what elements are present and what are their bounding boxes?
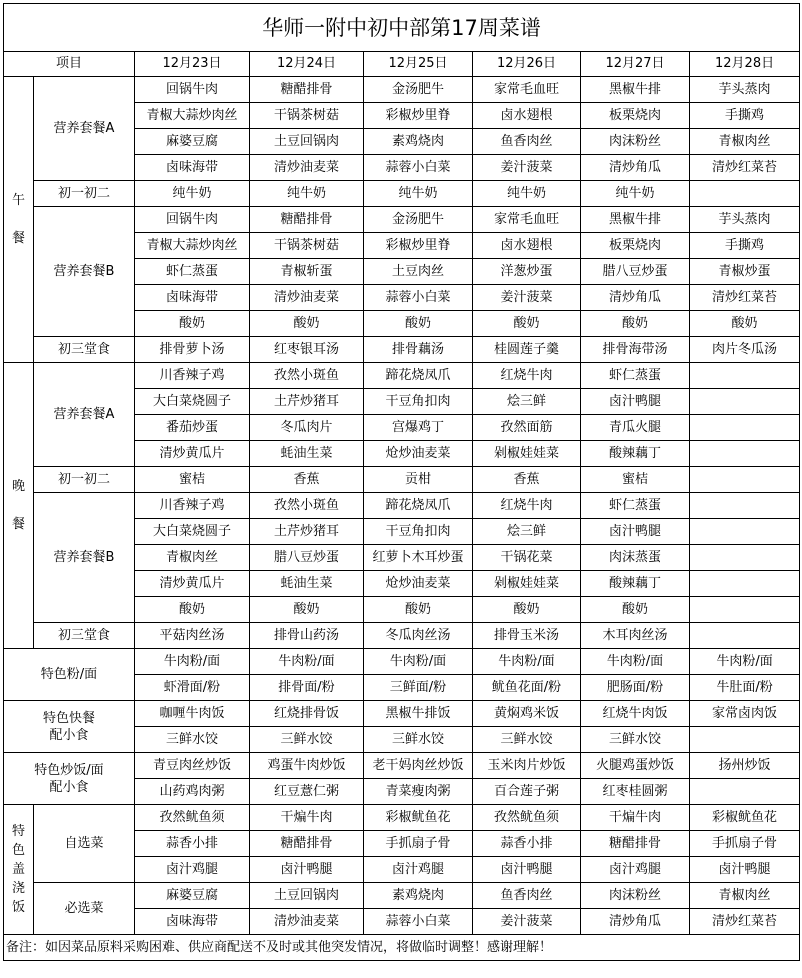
dish-cell	[690, 571, 800, 597]
dish-cell: 三鲜水饺	[250, 727, 364, 753]
dish-cell	[690, 181, 800, 207]
group-label: 自选菜	[34, 805, 135, 883]
dish-cell: 糖醋排骨	[250, 77, 364, 103]
menu-row	[4, 805, 800, 831]
dish-cell: 卤汁鸡腿	[135, 857, 250, 883]
dish-cell: 百合莲子粥	[473, 779, 581, 805]
dish-cell: 排骨萝卜汤	[135, 337, 250, 363]
menu-row	[4, 493, 800, 519]
group-label: 营养套餐B	[34, 493, 135, 623]
dish-cell: 蜜桔	[581, 467, 690, 493]
group-label: 必选菜	[34, 883, 135, 935]
header-row	[4, 52, 800, 77]
dish-cell: 彩椒炒里脊	[364, 233, 473, 259]
dish-cell: 三鲜水饺	[473, 727, 581, 753]
dish-cell: 板栗烧肉	[581, 103, 690, 129]
dish-cell: 扬州炒饭	[690, 753, 800, 779]
section-label: 特 色 盖 浇 饭	[4, 805, 34, 935]
dish-cell: 红枣银耳汤	[250, 337, 364, 363]
dish-cell: 肉沫蒸蛋	[581, 545, 690, 571]
menu-body	[4, 4, 800, 961]
dish-cell: 香蕉	[250, 467, 364, 493]
dish-cell: 肉沫粉丝	[581, 883, 690, 909]
dish-cell: 姜汁菠菜	[473, 285, 581, 311]
dish-cell: 孜然面筋	[473, 415, 581, 441]
dish-cell: 鱿鱼花面/粉	[473, 675, 581, 701]
group-label: 营养套餐A	[34, 363, 135, 467]
dish-cell	[690, 415, 800, 441]
dish-cell: 川香辣子鸡	[135, 493, 250, 519]
dish-cell: 干豆角扣肉	[364, 519, 473, 545]
dish-cell: 家常卤肉饭	[690, 701, 800, 727]
dish-cell: 咖喱牛肉饭	[135, 701, 250, 727]
dish-cell: 纯牛奶	[581, 181, 690, 207]
dish-cell: 土芹炒猪耳	[250, 389, 364, 415]
dish-cell: 酸奶	[364, 597, 473, 623]
dish-cell: 芋头蒸肉	[690, 77, 800, 103]
dish-cell: 烩三鲜	[473, 389, 581, 415]
dish-cell: 红枣桂圆粥	[581, 779, 690, 805]
dish-cell: 卤味海带	[135, 285, 250, 311]
dish-cell: 酸奶	[250, 311, 364, 337]
dish-cell: 火腿鸡蛋炒饭	[581, 753, 690, 779]
note-text: 备注：如因菜品原料采购困难、供应商配送不及时或其他突发情况，将做临时调整！感谢理解！	[4, 935, 800, 961]
dish-cell: 肥肠面/粉	[581, 675, 690, 701]
dish-cell: 清炒角瓜	[581, 285, 690, 311]
menu-row	[4, 701, 800, 727]
dish-cell	[690, 727, 800, 753]
menu-row	[4, 623, 800, 649]
dish-cell: 干煸牛肉	[581, 805, 690, 831]
menu-row	[4, 467, 800, 493]
dish-cell: 纯牛奶	[364, 181, 473, 207]
dish-cell: 手撕鸡	[690, 103, 800, 129]
dish-cell: 孜然鱿鱼须	[135, 805, 250, 831]
dish-cell: 酸辣藕丁	[581, 571, 690, 597]
dish-cell: 红烧牛肉	[473, 363, 581, 389]
dish-cell: 清炒油麦菜	[250, 909, 364, 935]
group-label: 初一初二	[34, 181, 135, 207]
dish-cell: 清炒红菜苔	[690, 155, 800, 181]
dish-cell: 卤水翅根	[473, 103, 581, 129]
menu-row	[4, 363, 800, 389]
title-row	[4, 4, 800, 52]
dish-cell: 牛肚面/粉	[690, 675, 800, 701]
dish-cell: 炝炒油麦菜	[364, 441, 473, 467]
section-label: 特色炒饭/面 配小食	[4, 753, 135, 805]
group-label: 初三堂食	[34, 623, 135, 649]
dish-cell: 金汤肥牛	[364, 207, 473, 233]
header-date: 12月26日	[473, 52, 581, 77]
dish-cell: 孜然小斑鱼	[250, 493, 364, 519]
dish-cell: 老干妈肉丝炒饭	[364, 753, 473, 779]
dish-cell: 腊八豆炒蛋	[581, 259, 690, 285]
dish-cell: 木耳肉丝汤	[581, 623, 690, 649]
dish-cell: 卤汁鸡腿	[364, 857, 473, 883]
dish-cell: 贡柑	[364, 467, 473, 493]
dish-cell: 纯牛奶	[473, 181, 581, 207]
dish-cell: 牛肉粉/面	[690, 649, 800, 675]
dish-cell: 牛肉粉/面	[250, 649, 364, 675]
dish-cell: 糖醋排骨	[581, 831, 690, 857]
page-title: 华师一附中初中部第17周菜谱	[4, 4, 800, 52]
dish-cell: 蚝油生菜	[250, 571, 364, 597]
dish-cell: 干锅茶树菇	[250, 233, 364, 259]
dish-cell	[690, 493, 800, 519]
dish-cell: 蒜蓉小白菜	[364, 909, 473, 935]
dish-cell: 回锅牛肉	[135, 77, 250, 103]
dish-cell: 洋葱炒蛋	[473, 259, 581, 285]
dish-cell: 青椒肉丝	[135, 545, 250, 571]
dish-cell: 素鸡烧肉	[364, 129, 473, 155]
group-label: 初一初二	[34, 467, 135, 493]
dish-cell: 纯牛奶	[250, 181, 364, 207]
dish-cell: 牛肉粉/面	[473, 649, 581, 675]
dish-cell	[690, 519, 800, 545]
dish-cell: 大白菜烧圆子	[135, 389, 250, 415]
dish-cell: 青瓜火腿	[581, 415, 690, 441]
header-date: 12月25日	[364, 52, 473, 77]
menu-row	[4, 883, 800, 909]
meal-label: 午 餐	[4, 77, 34, 363]
dish-cell: 土芹炒猪耳	[250, 519, 364, 545]
dish-cell: 卤汁鸭腿	[581, 389, 690, 415]
dish-cell: 清炒黄瓜片	[135, 571, 250, 597]
dish-cell: 红烧牛肉饭	[581, 701, 690, 727]
dish-cell: 纯牛奶	[135, 181, 250, 207]
dish-cell: 牛肉粉/面	[135, 649, 250, 675]
menu-row	[4, 753, 800, 779]
dish-cell: 排骨海带汤	[581, 337, 690, 363]
dish-cell: 手撕鸡	[690, 233, 800, 259]
header-item: 项目	[4, 52, 135, 77]
dish-cell: 孜然鱿鱼须	[473, 805, 581, 831]
dish-cell: 三鲜水饺	[135, 727, 250, 753]
section-label: 特色快餐 配小食	[4, 701, 135, 753]
dish-cell	[690, 441, 800, 467]
dish-cell: 干锅花菜	[473, 545, 581, 571]
dish-cell: 青椒肉丝	[690, 129, 800, 155]
dish-cell: 清炒油麦菜	[250, 155, 364, 181]
dish-cell: 彩椒鱿鱼花	[690, 805, 800, 831]
dish-cell: 虾滑面/粉	[135, 675, 250, 701]
dish-cell: 鱼香肉丝	[473, 883, 581, 909]
dish-cell: 虾仁蒸蛋	[581, 363, 690, 389]
dish-cell: 酸奶	[473, 311, 581, 337]
dish-cell: 剁椒娃娃菜	[473, 441, 581, 467]
dish-cell: 红豆薏仁粥	[250, 779, 364, 805]
dish-cell: 黄焖鸡米饭	[473, 701, 581, 727]
dish-cell: 清炒黄瓜片	[135, 441, 250, 467]
dish-cell: 烩三鲜	[473, 519, 581, 545]
header-date: 12月28日	[690, 52, 800, 77]
menu-row	[4, 77, 800, 103]
dish-cell: 排骨藕汤	[364, 337, 473, 363]
dish-cell: 排骨玉米汤	[473, 623, 581, 649]
dish-cell: 炝炒油麦菜	[364, 571, 473, 597]
menu-row	[4, 181, 800, 207]
dish-cell: 香蕉	[473, 467, 581, 493]
dish-cell: 冬瓜肉丝汤	[364, 623, 473, 649]
dish-cell: 手抓扇子骨	[364, 831, 473, 857]
dish-cell: 酸奶	[364, 311, 473, 337]
dish-cell: 青菜瘦肉粥	[364, 779, 473, 805]
dish-cell: 酸辣藕丁	[581, 441, 690, 467]
dish-cell: 青椒炒蛋	[690, 259, 800, 285]
dish-cell: 干锅茶树菇	[250, 103, 364, 129]
dish-cell: 酸奶	[250, 597, 364, 623]
dish-cell: 清炒角瓜	[581, 155, 690, 181]
dish-cell: 酸奶	[581, 311, 690, 337]
dish-cell: 家常毛血旺	[473, 77, 581, 103]
dish-cell: 桂圆莲子羹	[473, 337, 581, 363]
dish-cell: 板栗烧肉	[581, 233, 690, 259]
dish-cell: 黑椒牛排饭	[364, 701, 473, 727]
menu-row	[4, 337, 800, 363]
dish-cell: 蒜香小排	[473, 831, 581, 857]
dish-cell: 三鲜水饺	[364, 727, 473, 753]
dish-cell: 彩椒炒里脊	[364, 103, 473, 129]
header-date: 12月27日	[581, 52, 690, 77]
menu-row	[4, 649, 800, 675]
dish-cell: 手抓扇子骨	[690, 831, 800, 857]
weekly-menu-table	[3, 3, 800, 961]
dish-cell: 红烧牛肉	[473, 493, 581, 519]
dish-cell: 腊八豆炒蛋	[250, 545, 364, 571]
dish-cell: 金汤肥牛	[364, 77, 473, 103]
dish-cell: 酸奶	[473, 597, 581, 623]
dish-cell	[690, 597, 800, 623]
dish-cell: 清炒油麦菜	[250, 285, 364, 311]
dish-cell: 麻婆豆腐	[135, 129, 250, 155]
dish-cell: 家常毛血旺	[473, 207, 581, 233]
dish-cell: 素鸡烧肉	[364, 883, 473, 909]
dish-cell: 卤汁鸭腿	[581, 519, 690, 545]
dish-cell: 彩椒鱿鱼花	[364, 805, 473, 831]
dish-cell: 土豆回锅肉	[250, 129, 364, 155]
dish-cell: 蜜桔	[135, 467, 250, 493]
dish-cell: 青椒大蒜炒肉丝	[135, 103, 250, 129]
dish-cell: 三鲜面/粉	[364, 675, 473, 701]
dish-cell: 红萝卜木耳炒蛋	[364, 545, 473, 571]
dish-cell: 川香辣子鸡	[135, 363, 250, 389]
dish-cell: 土豆肉丝	[364, 259, 473, 285]
dish-cell: 麻婆豆腐	[135, 883, 250, 909]
menu-row	[4, 207, 800, 233]
dish-cell: 蚝油生菜	[250, 441, 364, 467]
dish-cell: 酸奶	[135, 597, 250, 623]
dish-cell: 蒜香小排	[135, 831, 250, 857]
dish-cell: 大白菜烧圆子	[135, 519, 250, 545]
dish-cell	[690, 363, 800, 389]
dish-cell: 糖醋排骨	[250, 207, 364, 233]
dish-cell: 清炒红菜苔	[690, 909, 800, 935]
dish-cell	[690, 623, 800, 649]
dish-cell: 青豆肉丝炒饭	[135, 753, 250, 779]
meal-label: 晚 餐	[4, 363, 34, 649]
note-row	[4, 935, 800, 961]
dish-cell: 姜汁菠菜	[473, 155, 581, 181]
dish-cell: 蒜蓉小白菜	[364, 285, 473, 311]
dish-cell: 虾仁蒸蛋	[581, 493, 690, 519]
dish-cell: 黑椒牛排	[581, 77, 690, 103]
dish-cell: 肉片冬瓜汤	[690, 337, 800, 363]
dish-cell: 孜然小斑鱼	[250, 363, 364, 389]
dish-cell: 番茄炒蛋	[135, 415, 250, 441]
dish-cell: 山药鸡肉粥	[135, 779, 250, 805]
dish-cell: 肉沫粉丝	[581, 129, 690, 155]
dish-cell: 牛肉粉/面	[364, 649, 473, 675]
dish-cell: 清炒红菜苔	[690, 285, 800, 311]
dish-cell: 牛肉粉/面	[581, 649, 690, 675]
group-label: 营养套餐A	[34, 77, 135, 181]
dish-cell: 平菇肉丝汤	[135, 623, 250, 649]
dish-cell: 宫爆鸡丁	[364, 415, 473, 441]
dish-cell: 酸奶	[690, 311, 800, 337]
dish-cell: 姜汁菠菜	[473, 909, 581, 935]
group-label: 初三堂食	[34, 337, 135, 363]
dish-cell: 卤汁鸡腿	[581, 857, 690, 883]
dish-cell: 回锅牛肉	[135, 207, 250, 233]
dish-cell: 干煸牛肉	[250, 805, 364, 831]
dish-cell: 卤水翅根	[473, 233, 581, 259]
dish-cell: 排骨山药汤	[250, 623, 364, 649]
dish-cell: 剁椒娃娃菜	[473, 571, 581, 597]
group-label: 营养套餐B	[34, 207, 135, 337]
dish-cell: 清炒角瓜	[581, 909, 690, 935]
dish-cell: 红烧排骨饭	[250, 701, 364, 727]
dish-cell: 冬瓜肉片	[250, 415, 364, 441]
dish-cell: 青椒大蒜炒肉丝	[135, 233, 250, 259]
section-label: 特色粉/面	[4, 649, 135, 701]
dish-cell: 糖醋排骨	[250, 831, 364, 857]
dish-cell: 青椒斩蛋	[250, 259, 364, 285]
dish-cell: 鸡蛋牛肉炒饭	[250, 753, 364, 779]
dish-cell: 三鲜水饺	[581, 727, 690, 753]
dish-cell	[690, 467, 800, 493]
dish-cell: 黑椒牛排	[581, 207, 690, 233]
dish-cell: 卤味海带	[135, 155, 250, 181]
dish-cell: 卤味海带	[135, 909, 250, 935]
header-date: 12月23日	[135, 52, 250, 77]
dish-cell	[690, 389, 800, 415]
dish-cell: 虾仁蒸蛋	[135, 259, 250, 285]
dish-cell: 卤汁鸭腿	[250, 857, 364, 883]
dish-cell: 鱼香肉丝	[473, 129, 581, 155]
dish-cell: 土豆回锅肉	[250, 883, 364, 909]
dish-cell: 干豆角扣肉	[364, 389, 473, 415]
dish-cell: 青椒肉丝	[690, 883, 800, 909]
dish-cell	[690, 545, 800, 571]
dish-cell: 芋头蒸肉	[690, 207, 800, 233]
dish-cell	[690, 779, 800, 805]
dish-cell: 排骨面/粉	[250, 675, 364, 701]
dish-cell: 酸奶	[581, 597, 690, 623]
dish-cell: 卤汁鸭腿	[473, 857, 581, 883]
dish-cell: 卤汁鸭腿	[690, 857, 800, 883]
dish-cell: 玉米肉片炒饭	[473, 753, 581, 779]
header-date: 12月24日	[250, 52, 364, 77]
dish-cell: 蒜蓉小白菜	[364, 155, 473, 181]
dish-cell: 蹄花烧凤爪	[364, 493, 473, 519]
dish-cell: 酸奶	[135, 311, 250, 337]
dish-cell: 蹄花烧凤爪	[364, 363, 473, 389]
